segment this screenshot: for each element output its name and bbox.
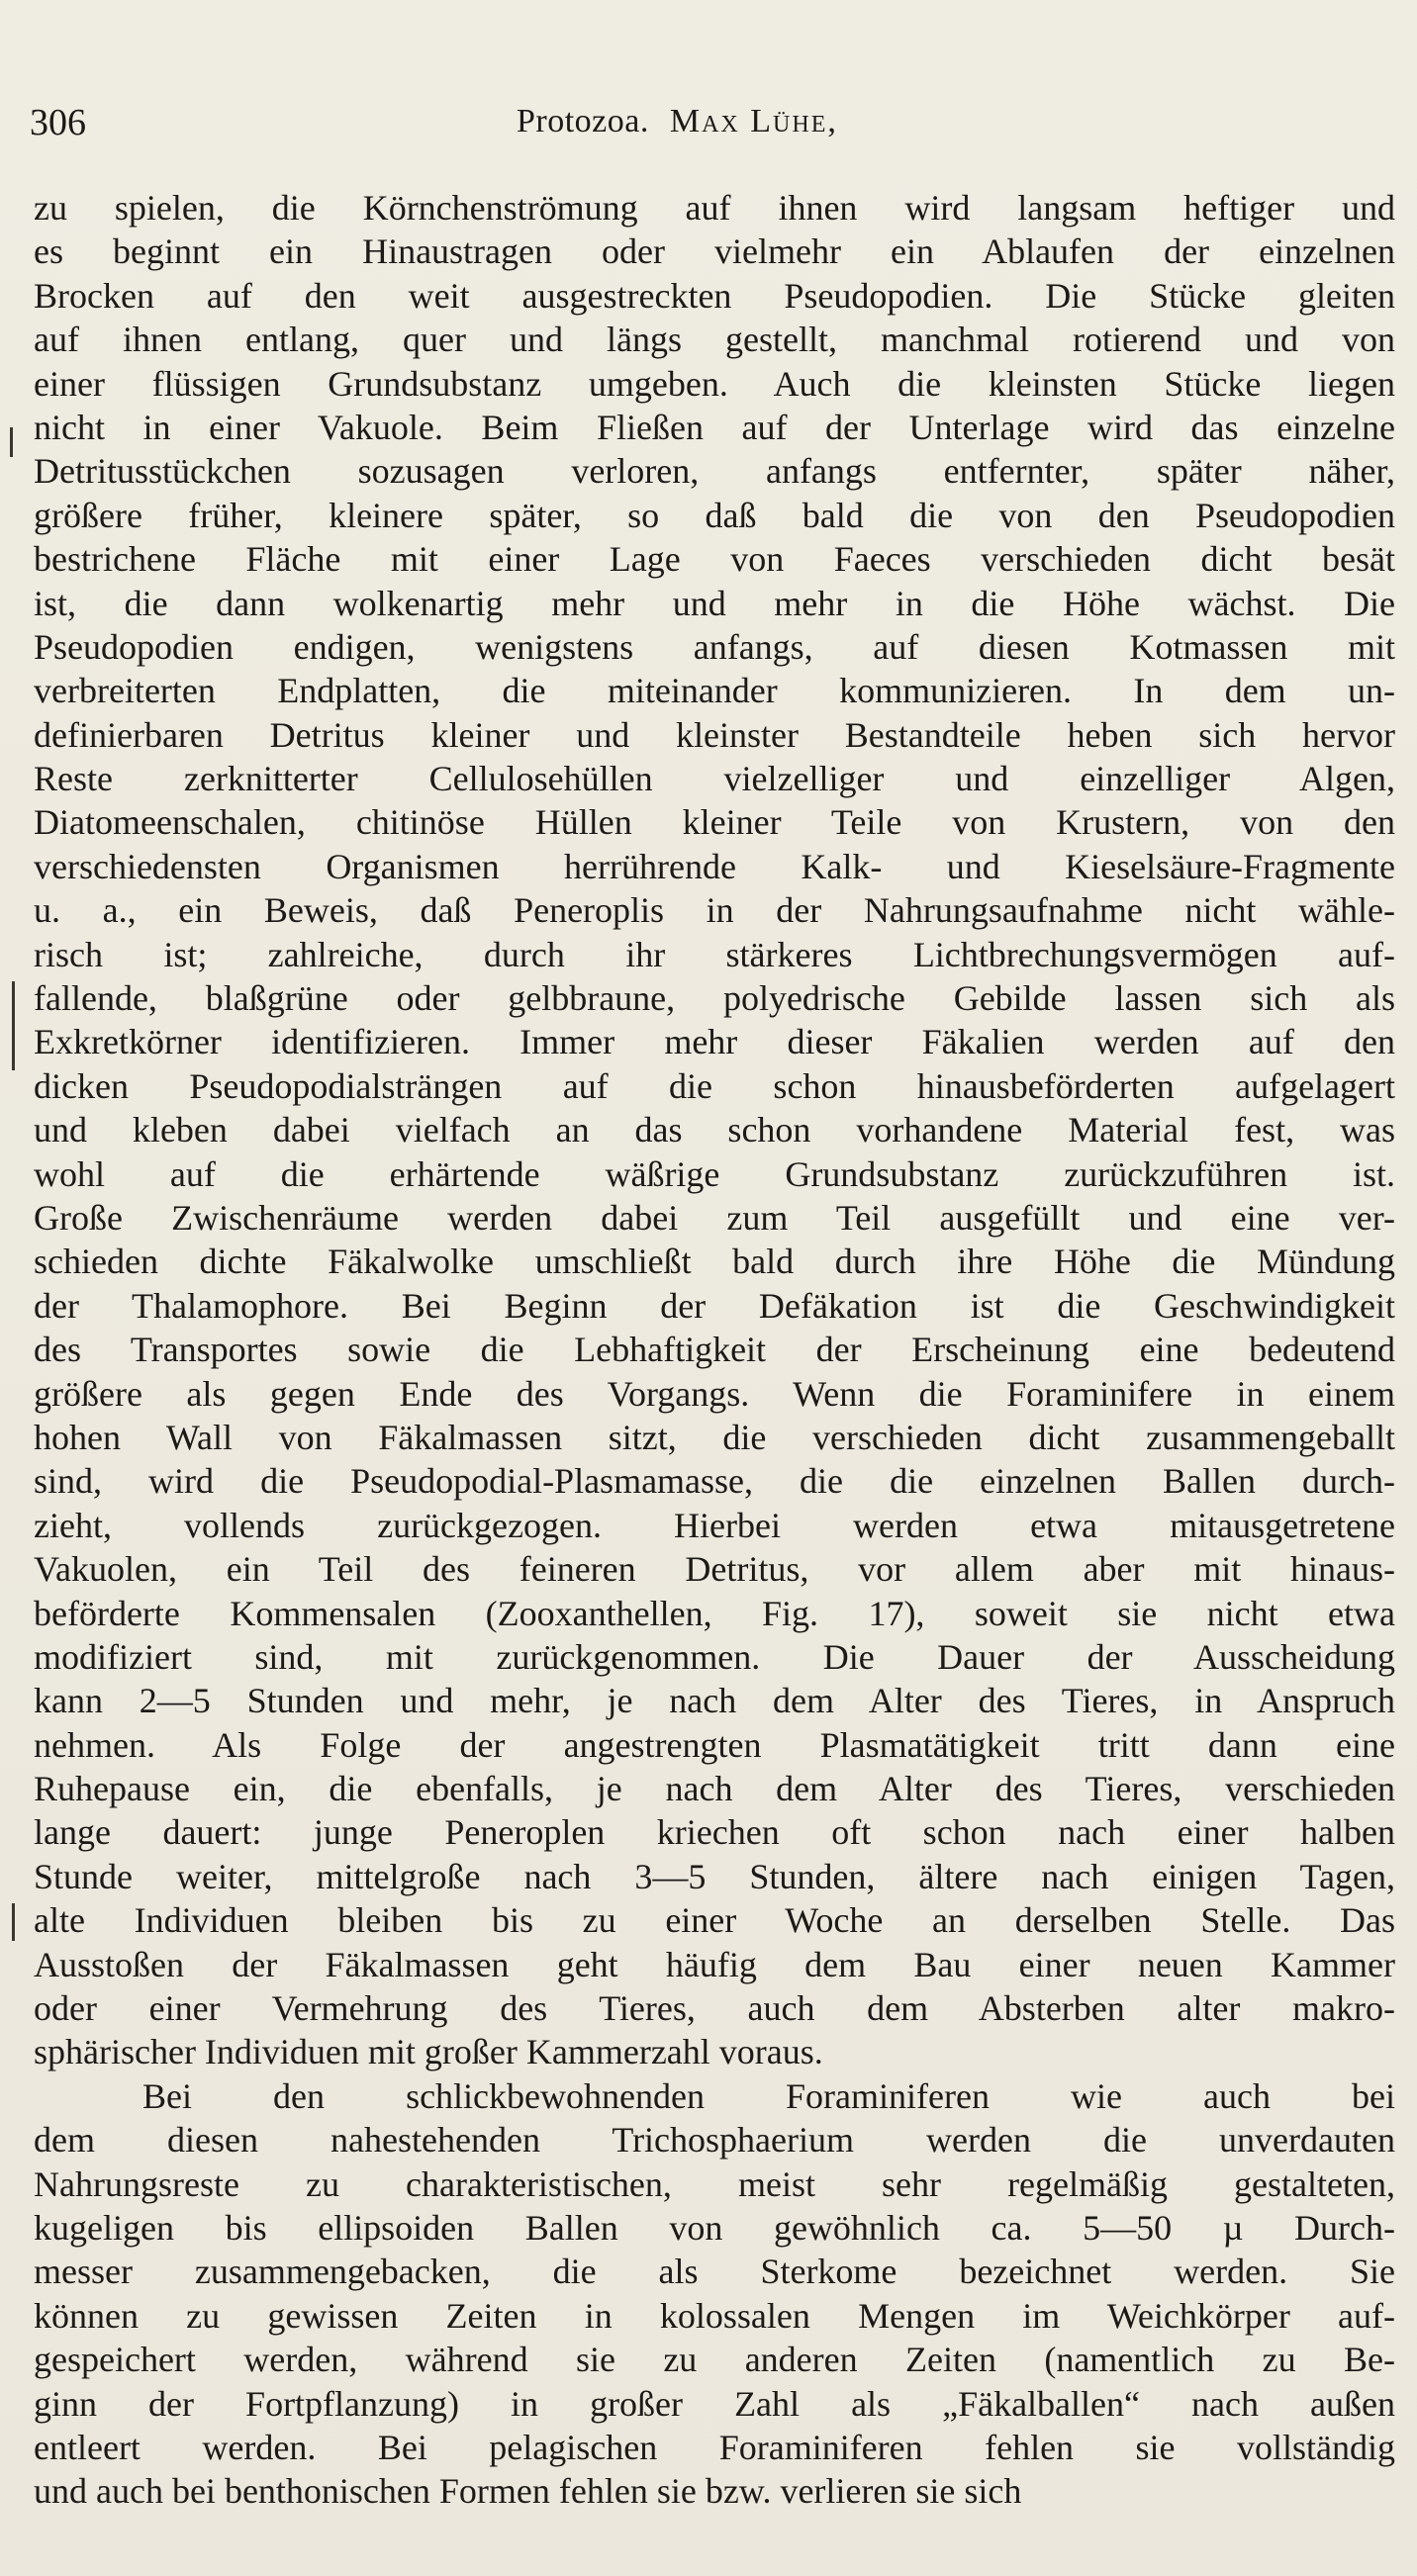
margin-mark [12,1903,15,1941]
text-line: einer flüssigen Grundsubstanz umgeben. Auch die kleinsten Stücke liegen [34,363,1395,404]
text-line: Exkretkörner identifizieren. Immer mehr dieser Fäkalien werden auf den [34,1022,1395,1062]
text-line: kugeligen bis ellipsoiden Ballen von gewöhnlich ca. 5—50 µ Durch- [34,2207,1395,2248]
text-line: gespeichert werden, während sie zu anderen Zeiten (namentlich zu Be- [34,2340,1395,2380]
text-line: nicht in einer Vakuole. Beim Fließen auf der Unterlage wird das einzelne [34,407,1395,447]
text-line: risch ist; zahlreiche, durch ihr stärkeres Lichtbrechungsvermögen auf- [34,934,1395,974]
text-line: u. a., ein Beweis, daß Peneroplis in der Nahrungsaufnahme nicht wähle- [34,890,1395,931]
text-line: und kleben dabei vielfach an das schon vorhandene Material fest, was [34,1110,1395,1150]
text-line: der Thalamophore. Bei Beginn der Defäkation ist die Geschwindigkeit [34,1285,1395,1326]
text-line: Stunde weiter, mittelgroße nach 3—5 Stunden, ältere nach einigen Tagen, [34,1856,1395,1896]
text-line: Große Zwischenräume werden dabei zum Teil ausgefüllt und eine ver- [34,1197,1395,1238]
author-name: Max Lühe, [669,103,838,139]
paragraph [34,186,1395,2074]
paragraph [34,2074,1395,2514]
text-line: dem diesen nahestehenden Trichosphaerium werden die unverdauten [34,2120,1395,2161]
text-line: oder einer Vermehrung des Tieres, auch dem Absterben alter makro- [34,1988,1395,2029]
page-body [34,186,1395,2514]
page-number: 306 [30,102,86,143]
text-line: sphärischer Individuen mit großer Kammerzahl voraus. [34,2032,823,2072]
text-line: verschiedensten Organismen herrührende Kalk- und Kieselsäure-Fragmente [34,846,1395,886]
text-line: Bei den schlickbewohnenden Foraminiferen wie auch bei [142,2075,1395,2116]
running-head [517,103,838,140]
text-line: Nahrungsreste zu charakteristischen, meist sehr regelmäßig gestalteten, [34,2163,1395,2204]
text-line: schieden dichte Fäkalwolke umschließt bald durch ihre Höhe die Mündung [34,1242,1395,1282]
text-line: messer zusammengebacken, die als Sterkome bezeichnet werden. Sie [34,2252,1395,2292]
text-line: können zu gewissen Zeiten in kolossalen Mengen im Weichkörper auf- [34,2295,1395,2336]
text-line: auf ihnen entlang, quer und längs gestellt, manchmal rotierend und von [34,320,1395,360]
text-line: zu spielen, die Körnchenströmung auf ihnen wird langsam heftiger und [34,188,1395,228]
text-line: Reste zerknitterter Cellulosehüllen vielzelliger und einzelliger Algen, [34,759,1395,799]
text-line: ist, die dann wolkenartig mehr und mehr in die Höhe wächst. Die [34,583,1395,623]
text-line: dicken Pseudopodialsträngen auf die schon hinausbeförderten aufgelagert [34,1065,1395,1106]
text-line: alte Individuen bleiben bis zu einer Woche an derselben Stelle. Das [34,1900,1395,1941]
section-title: Protozoa. [517,103,649,139]
text-line: und auch bei benthonischen Formen fehlen sie bzw. verlieren sie sich [34,2471,1022,2512]
text-line: kann 2—5 Stunden und mehr, je nach dem Alter des Tieres, in Anspruch [34,1681,1395,1721]
text-line: Brocken auf den weit ausgestreckten Pseudopodien. Die Stücke gleiten [34,275,1395,316]
text-line: verbreiterten Endplatten, die miteinander kommunizieren. In dem un- [34,671,1395,711]
margin-mark [12,981,15,1070]
text-line: ginn der Fortpflanzung) in großer Zahl als „Fäkalballen“ nach außen [34,2383,1395,2424]
text-line: des Transportes sowie die Lebhaftigkeit der Erscheinung eine bedeutend [34,1330,1395,1370]
text-line: lange dauert: junge Peneroplen kriechen oft schon nach einer halben [34,1812,1395,1853]
text-line: größere früher, kleinere später, so daß bald die von den Pseudopodien [34,495,1395,535]
text-line: wohl auf die erhärtende wäßrige Grundsubstanz zurückzuführen ist. [34,1153,1395,1194]
text-line: entleert werden. Bei pelagischen Foraminiferen fehlen sie vollständig [34,2427,1395,2467]
margin-mark [10,427,13,457]
text-line: Detritusstückchen sozusagen verloren, anfangs entfernter, später näher, [34,451,1395,492]
page-header [30,91,1387,150]
text-line: hohen Wall von Fäkalmassen sitzt, die verschieden dicht zusammengeballt [34,1417,1395,1457]
text-line: modifiziert sind, mit zurückgenommen. Die Dauer der Ausscheidung [34,1636,1395,1677]
text-line: Pseudopodien endigen, wenigstens anfangs, auf diesen Kotmassen mit [34,626,1395,667]
text-line: fallende, blaßgrüne oder gelbbraune, polyedrische Gebilde lassen sich als [34,978,1395,1019]
text-line: Diatomeenschalen, chitinöse Hüllen kleiner Teile von Krustern, von den [34,802,1395,843]
text-line: Ruhepause ein, die ebenfalls, je nach dem Alter des Tieres, verschieden [34,1769,1395,1809]
text-line: Vakuolen, ein Teil des feineren Detritus, vor allem aber mit hinaus- [34,1549,1395,1590]
text-line: zieht, vollends zurückgezogen. Hierbei werden etwa mitausgetretene [34,1505,1395,1545]
text-line: größere als gegen Ende des Vorgangs. Wenn die Foraminifere in einem [34,1373,1395,1414]
text-line: es beginnt ein Hinaustragen oder vielmehr ein Ablaufen der einzelnen [34,231,1395,272]
text-line: Ausstoßen der Fäkalmassen geht häufig dem Bau einer neuen Kammer [34,1944,1395,1984]
text-line: nehmen. Als Folge der angestrengten Plasmatätigkeit tritt dann eine [34,1724,1395,1765]
text-line: bestrichene Fläche mit einer Lage von Faeces verschieden dicht besät [34,539,1395,580]
text-line: sind, wird die Pseudopodial-Plasmamasse, die die einzelnen Ballen durch- [34,1461,1395,1502]
text-line: beförderte Kommensalen (Zooxanthellen, Fig. 17), soweit sie nicht etwa [34,1593,1395,1633]
text-line: definierbaren Detritus kleiner und kleinster Bestandteile heben sich hervor [34,714,1395,755]
